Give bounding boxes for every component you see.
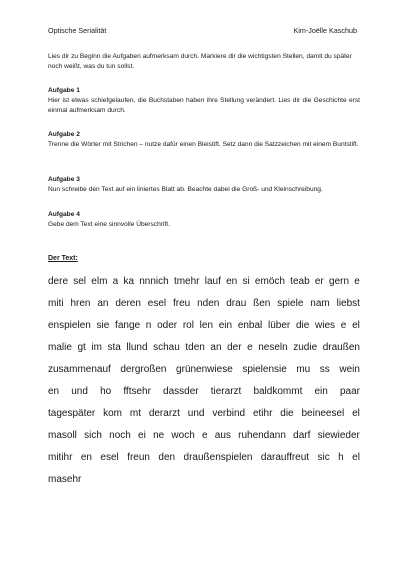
- story-word: len: [199, 320, 214, 331]
- story-word: fftsehr: [123, 386, 151, 397]
- intro-text: Lies dir zu Beginn die Aufgaben aufmerksam durch. Markiere dir die wichtigsten Stellen, damit du später noch weißt, was du tun sollst.: [48, 53, 352, 70]
- story-word: nden: [197, 298, 220, 309]
- story-word: rol: [182, 320, 194, 331]
- story-word: die: [295, 320, 310, 331]
- der-text-heading: Der Text:: [48, 255, 78, 262]
- story-word: darf: [293, 430, 311, 441]
- story-word: h: [338, 452, 344, 463]
- story-word: drau: [226, 298, 247, 309]
- story-word: en: [226, 276, 238, 287]
- story-word: lüber: [268, 320, 291, 331]
- story-word: die: [280, 408, 294, 419]
- story-word: gt: [77, 342, 86, 353]
- story-word: an: [97, 298, 109, 309]
- story-word: schau: [153, 342, 180, 353]
- story-word: tmehr: [173, 276, 200, 287]
- story-line: [48, 320, 360, 331]
- story-line: [48, 452, 360, 463]
- story-word: el: [352, 452, 360, 463]
- story-word: ss: [319, 364, 330, 375]
- story-word: dere: [48, 276, 69, 287]
- story-word: enspielen: [48, 320, 91, 331]
- story-word: malie: [48, 342, 72, 353]
- story-word: sel: [73, 276, 87, 287]
- task-3: [48, 175, 360, 195]
- story-word: llund: [126, 342, 148, 353]
- story-word: e: [354, 276, 360, 287]
- story-word: freun: [127, 452, 150, 463]
- task-1: [48, 86, 360, 116]
- story-word: der: [227, 342, 242, 353]
- story-word: masoll: [48, 430, 77, 441]
- story-word: siewieder: [317, 430, 360, 441]
- story-word: ho: [100, 386, 112, 397]
- story-word: ein: [314, 386, 328, 397]
- story-word: elm: [91, 276, 108, 287]
- story-word: beineesel: [301, 408, 345, 419]
- task-1-text: Hier ist etwas schiefgelaufen, die Buchstaben haben ihre Stellung verändert. Lies dir die Geschichte erst einmal aufmerksam durch.: [48, 97, 360, 114]
- story-line: masehr: [48, 474, 82, 485]
- story-word: zudie: [293, 342, 318, 353]
- story-word: zusammenauf: [48, 364, 111, 375]
- story-word: verbind: [212, 408, 246, 419]
- story-word: ei: [138, 430, 146, 441]
- story-word: enbal: [237, 320, 263, 331]
- task-1-title: Aufgabe 1: [48, 87, 80, 94]
- story-word: esel: [100, 452, 119, 463]
- story-word: darauffreut: [260, 452, 310, 463]
- story-word: woch: [171, 430, 195, 441]
- story-word: grünenwiese: [176, 364, 233, 375]
- story-word: kom: [103, 408, 123, 419]
- story-line: [48, 430, 360, 441]
- task-4-text: Gebe dem Text eine sinnvolle Überschrift.: [48, 221, 170, 228]
- story-word: sie: [96, 320, 110, 331]
- story-word: ein: [218, 320, 233, 331]
- story-word: spiele: [277, 298, 304, 309]
- story-word: el: [352, 408, 360, 419]
- story-word: miti: [48, 298, 64, 309]
- story-word: und: [71, 386, 88, 397]
- story-word: en: [48, 386, 60, 397]
- task-3-text: Nun schreibe den Text auf ein liniertes Blatt ab. Beachte dabei die Groß- und Kleinschreibung.: [48, 186, 323, 193]
- story-word: lauf: [204, 276, 221, 287]
- task-4: [48, 210, 360, 230]
- story-word: an: [210, 342, 222, 353]
- story-word: im: [91, 342, 102, 353]
- story-word: noch: [109, 430, 131, 441]
- story-word: hren: [70, 298, 91, 309]
- story-word: ruhendann: [238, 430, 286, 441]
- story-word: nnnich: [139, 276, 169, 287]
- header-author: Kim-Joëlle Kaschub: [293, 26, 357, 35]
- story-word: draußen: [322, 342, 360, 353]
- task-4-title: Aufgabe 4: [48, 211, 80, 218]
- story-word: liebst: [336, 298, 360, 309]
- story-word: aus: [214, 430, 231, 441]
- story-word: en: [80, 452, 92, 463]
- story-word: ka: [123, 276, 134, 287]
- story-word: mitihr: [48, 452, 73, 463]
- story-word: mt: [129, 408, 141, 419]
- story-word: e: [247, 342, 253, 353]
- story-word: emöch: [254, 276, 285, 287]
- story-word: gern: [329, 276, 350, 287]
- page-header: [48, 26, 357, 35]
- story-word: er: [314, 276, 324, 287]
- story-word: el: [352, 320, 360, 331]
- story-word: deren: [115, 298, 141, 309]
- story-line: [48, 408, 360, 419]
- story-word: den: [158, 452, 176, 463]
- task-2-title: Aufgabe 2: [48, 131, 80, 138]
- story-word: esel: [147, 298, 167, 309]
- story-word: dergroßen: [120, 364, 167, 375]
- story-word: n: [145, 320, 152, 331]
- story-word: si: [242, 276, 250, 287]
- story-word: fange: [115, 320, 141, 331]
- story-word: oder: [157, 320, 178, 331]
- story-word: tden: [185, 342, 205, 353]
- story-line: [48, 364, 360, 375]
- story-word: tierarzt: [210, 386, 242, 397]
- story-word: derarzt: [148, 408, 180, 419]
- story-word: sic: [317, 452, 330, 463]
- story-word: e: [340, 320, 347, 331]
- story-word: tagespäter: [48, 408, 96, 419]
- story-word: paar: [339, 386, 360, 397]
- header-title: Optische Serialität: [48, 26, 107, 35]
- story-word: teab: [290, 276, 310, 287]
- story-word: e: [201, 430, 208, 441]
- task-2-text: Trenne die Wörter mit Strichen – nutze dafür einen Bleistift. Setz dann die Satzzeichen mit einem Buntstift.: [48, 141, 359, 148]
- story-word: ßen: [253, 298, 271, 309]
- task-2: [48, 130, 360, 150]
- story-word: und: [187, 408, 205, 419]
- story-word: dassder: [163, 386, 199, 397]
- story-word: draußenspielen: [183, 452, 253, 463]
- story-word: a: [112, 276, 119, 287]
- story-word: spielensie: [242, 364, 287, 375]
- story-line: [48, 386, 360, 397]
- story-word: sta: [107, 342, 121, 353]
- story-word: etihr: [252, 408, 273, 419]
- story-line: [48, 342, 360, 353]
- story-word: wein: [339, 364, 360, 375]
- story-word: wies: [315, 320, 336, 331]
- story-word: mu: [296, 364, 311, 375]
- story-word: nam: [310, 298, 330, 309]
- story-word: freu: [173, 298, 191, 309]
- story-word: baldkommt: [253, 386, 303, 397]
- story-word: sich: [84, 430, 102, 441]
- story-word: ne: [153, 430, 165, 441]
- story-word: neseln: [258, 342, 288, 353]
- task-3-title: Aufgabe 3: [48, 176, 80, 183]
- story-line: [48, 298, 360, 309]
- story-line: [48, 276, 360, 287]
